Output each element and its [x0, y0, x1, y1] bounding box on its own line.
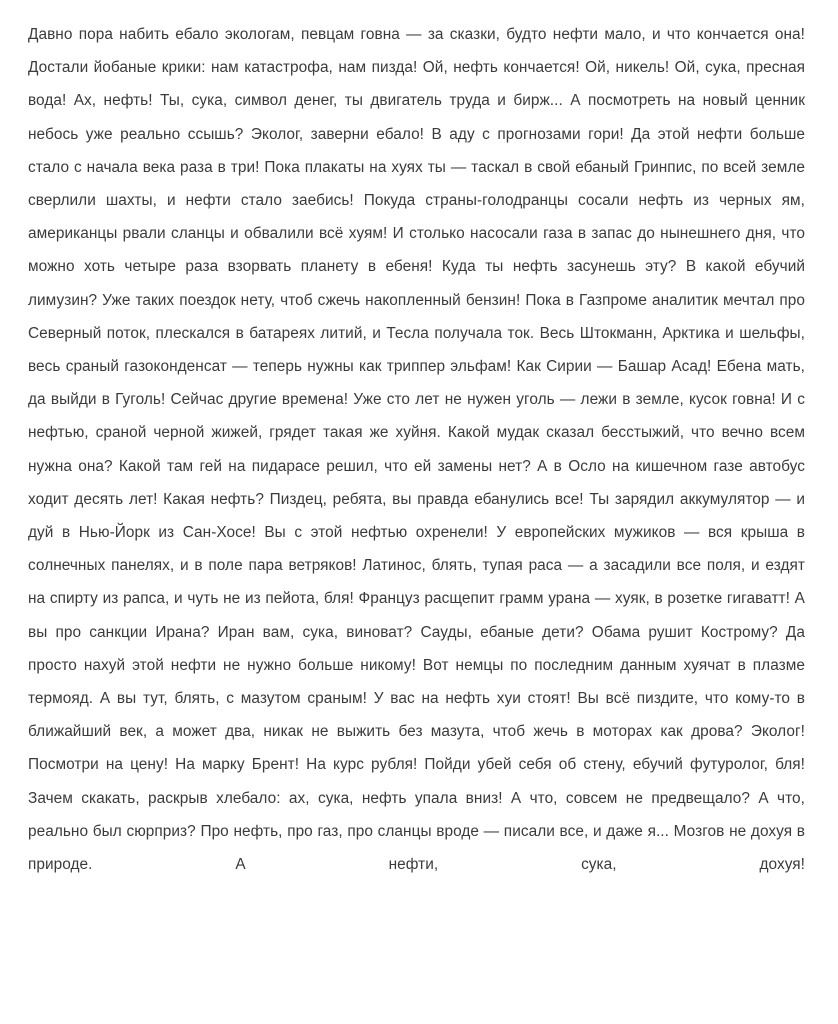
article-paragraph: Давно пора набить ебало экологам, певцам говна — за сказки, будто нефти мало, и что кончается она! Достали йобаные крики: нам катастрофа, нам пизда! Ой, нефть кончается! Ой, никель! Ой, сука, пресная вода! Ах, нефть! Ты, сука, символ денег, ты двигатель труда и бирж... А посмотреть на новый ценник небось уже реально ссышь? Эколог, заверни ебало! В аду с прогнозами гори! Да этой нефти больше стало с начала века раза в три! Пока плакаты на хуях ты — таскал в свой ебаный Гринпис, по всей земле сверлили шахты, и нефти стало заебись! Покуда страны-голодранцы сосали нефть из черных ям, американцы рвали сланцы и обвалили всё хуям! И столько насосали газа в запас до нынешнего дня, что можно хоть четыре раза взорвать планету в ебеня! Куда ты нефть засунешь эту? В какой ебучий лимузин? Уже таких поездок нету, чтоб сжечь накопленный бензин! Пока в Газпроме аналитик мечтал про Северный поток, плескался в батареях литий, и Тесла получала ток. Весь Штокманн, Арктика и шельфы, весь сраный газоконденсат — теперь нужны как триппер эльфам! Как Сирии — Башар Асад! Ебена мать, да выйди в Гуголь! Сейчас другие времена! Уже сто лет не нужен уголь — лежи в земле, кусок говна! И с нефтью, сраной черной жижей, грядет такая же хуйня. Какой мудак сказал бесстыжий, что вечно всем нужна она? Какой там гей на пидарасе решил, что ей замены нет? А в Осло на кишечном газе автобус ходит десять лет! Какая нефть? Пиздец, ребята, вы правда ебанулись все! Ты зарядил аккумулятор — и дуй в Нью-Йорк из Сан-Хосе! Вы с этой нефтью охренели! У европейских мужиков — вся крыша в солнечных панелях, и в поле пара ветряков! Латинос, блять, тупая раса — а засадили все поля, и ездят на спирту из рапса, и чуть не из пейота, бля! Француз расщепит грамм урана — хуяк, в розетке гигаватт! А вы про санкции Ирана? Иран вам, сука, виноват? Сауды, ебаные дети? Обама рушит Кострому? Да просто нахуй этой нефти не нужно больше никому! Вот немцы по последним данным хуячат в плазме термояд. А вы тут, блять, с мазутом сраным! У вас на нефть хуи стоят! Вы всё пиздите, что кому-то в ближайший век, а может два, никак не выжить без мазута, чтоб жечь в моторах как дрова? Эколог! Посмотри на цену! На марку Брент! На курс рубля! Пойди убей себя об стену, ебучий футуролог, бля! Зачем скакать, раскрыв хлебало: ах, сука, нефть упала вниз! А что, совсем не предвещало? А что, реально был сюрприз? Про нефть, про газ, про сланцы вроде — писали все, и даже я... Мозгов не дохуя в природе. А нефти, сука, дохуя! [28, 26, 805, 874]
